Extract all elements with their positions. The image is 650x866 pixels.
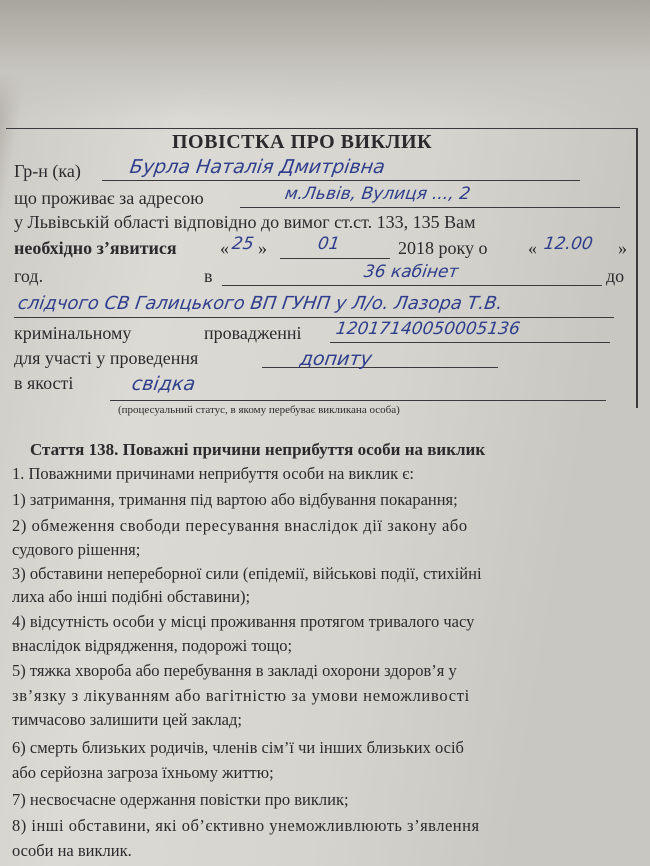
legal-basis-text: у Львівській області відповідно до вимог ст.ст. 133, 135 Вам <box>14 212 476 232</box>
address-handwritten: м.Львів, Вулиця ..., 2 <box>283 184 472 204</box>
proceeding-label: провадженні <box>204 323 302 343</box>
article-line: 5) тяжка хвороба або перебування в закладі охорони здоров’я у <box>12 661 457 680</box>
case-underline <box>330 342 610 343</box>
day-handwritten: 25 <box>230 234 256 254</box>
status-label: в якості <box>14 373 74 393</box>
article-line: 3) обставини непереборної сили (епідемії, військові події, стихійні <box>12 564 482 583</box>
citizen-label: Гр-н (ка) <box>14 161 81 181</box>
case-number-handwritten: 12017140050005136 <box>334 319 522 339</box>
department-underline <box>14 317 614 318</box>
year-text: 2018 року о <box>398 238 488 258</box>
time-open-quote: « <box>528 238 537 258</box>
article-line: 1) затримання, тримання під вартою або відбування покарання; <box>12 490 458 509</box>
time-handwritten: 12.00 <box>542 234 595 254</box>
status-caption: (процесуальний статус, в якому перебуває викликана особа) <box>118 404 400 416</box>
article-heading: Стаття 138. Поважні причини неприбуття особи на виклик <box>30 440 486 459</box>
address-underline <box>240 207 620 208</box>
article-line: 7) несвоєчасне одержання повістки про виклик; <box>12 790 349 809</box>
paper-top-shadow <box>0 0 650 120</box>
month-underline <box>280 258 390 259</box>
to-label: до <box>606 266 625 286</box>
room-underline <box>222 285 602 286</box>
article-line: судового рішення; <box>12 540 141 559</box>
article-line: або серйозна загроза їхньому життю; <box>12 763 274 782</box>
article-line: 1. Поважними причинами неприбуття особи на виклик є: <box>12 464 414 483</box>
citizen-name-handwritten: Бурла Наталія Дмитрівна <box>128 156 387 178</box>
action-underline <box>262 367 498 368</box>
room-handwritten: 36 кабінет <box>362 262 460 282</box>
article-line: тимчасово залишити цей заклад; <box>12 710 242 729</box>
month-handwritten: 01 <box>316 234 342 254</box>
article-line: 8) інші обставини, які об’єктивно унеможливлюють з’явлення <box>12 816 480 835</box>
article-line: 2) обмеження свободи пересування внаслідок дії закону або <box>12 516 468 535</box>
department-handwritten: слідчого СВ Галицького ВП ГУНП у Л/о. Лазора Т.В. <box>16 293 504 314</box>
day-open-quote: « <box>220 238 229 258</box>
status-handwritten: свідка <box>130 373 197 395</box>
action-label: для участі у проведення <box>14 348 199 368</box>
in-label: в <box>204 266 213 286</box>
article-line: лиха або інші подібні обставини); <box>12 587 251 606</box>
document-title: ПОВІСТКА ПРО ВИКЛИК <box>172 131 433 153</box>
criminal-label: кримінальному <box>14 323 132 343</box>
status-underline <box>110 400 606 401</box>
appear-required-text: необхідно з’явитися <box>14 238 177 258</box>
article-line: 4) відсутність особи у місці проживання протягом тривалого часу <box>12 612 475 631</box>
day-close-quote: » <box>258 238 267 258</box>
citizen-underline <box>102 180 580 181</box>
article-line: внаслідок відрядження, подорожі тощо; <box>12 636 293 655</box>
time-close-quote: » <box>618 238 627 258</box>
form-frame-right <box>636 128 638 408</box>
address-label: що проживає за адресою <box>14 188 204 208</box>
action-handwritten: допиту <box>298 348 374 370</box>
article-line: 6) смерть близьких родичів, членів сім’ї чи інших близьких осіб <box>12 738 464 757</box>
hour-label: год. <box>14 266 44 286</box>
article-line: зв’язку з лікуванням або вагітністю за умови неможливості <box>12 686 470 705</box>
article-line: особи на виклик. <box>12 841 132 860</box>
